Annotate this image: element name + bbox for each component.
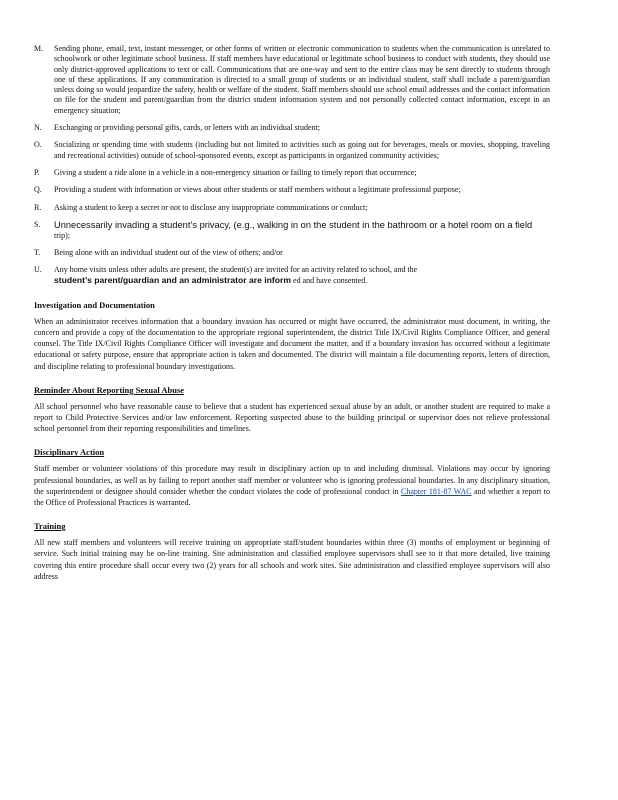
list-text: Asking a student to keep a secret or not to disclose any inappropriate communications or conduct; xyxy=(54,202,368,212)
section-paragraph-reminder: All school personnel who have reasonable cause to believe that a student has experienced sexual abuse by an adult, or another student are required to make a report to Child Protective Services and/or law enforcement. Reporting suspected abuse to the building principal or supervisor does not relieve professional school personnel from their reporting responsibilities and timelines. xyxy=(34,401,550,434)
list-text: Any home visits unless other adults are present, the student(s) are invited for an activity related to school, and the xyxy=(54,265,418,275)
list-text: Providing a student with information or views about other students or staff members without a legitimate professional purpose; xyxy=(54,185,461,195)
document-page xyxy=(34,44,550,582)
list-item-m xyxy=(34,44,550,116)
list-letter: N. xyxy=(34,123,42,133)
list-text: Giving a student a ride alone in a vehicle in a non-emergency situation or failing to timely report that occurrence; xyxy=(54,167,417,177)
list-item-u xyxy=(34,265,550,287)
list-item-o xyxy=(34,140,550,161)
list-letter: M. xyxy=(34,44,44,53)
list-text: Being alone with an individual student out of the view of others; and/or xyxy=(54,247,283,257)
list-text: Socializing or spending time with students (including but not limited to activities such as going out for beverages, meals or movies, shopping, traveling and recreational activities) outside of school-sponsored events, except as participants in organized community activities; xyxy=(54,140,550,160)
list-text-large: Unnecessarily invading a student’s privacy, (e.g., walking in on the student in the bathroom or a hotel room on a field xyxy=(54,219,533,230)
paragraph-text: Staff member or volunteer violations of this procedure may result in disciplinary action up to and including dismissal. Violations may occur by ignoring professional boundaries, as well as by failing to report another staff member or volunteer who is ignoring professional boundaries. In any disciplinary situation, the superintendent or designee should consider whether the conduct violates the code of professional conduct in xyxy=(34,464,550,496)
section-heading-disciplinary: Disciplinary Action xyxy=(34,447,105,458)
list-text: ed and have consented. xyxy=(293,276,368,286)
list-letter: R. xyxy=(34,202,42,212)
section-paragraph-training: All new staff members and volunteers will receive training on appropriate staff/student boundaries within three (3) months of employment or beginning of service. Such initial training may be on-line training. Site administration and classified employee supervisors shall see to it that more detailed, live training covering this entire procedure shall occur every two (2) years for all schools and work sites. Site administration and classified employee supervisors will also address xyxy=(34,538,550,581)
list-item-s xyxy=(34,220,550,241)
paragraph-text: and whether a report to the Office of Professional Practices is warranted. xyxy=(34,486,550,507)
list-item-q xyxy=(34,185,550,195)
list-letter: S. xyxy=(34,219,41,229)
list-letter: O. xyxy=(34,140,42,150)
list-letter: Q. xyxy=(34,185,42,195)
section-heading-reminder: Reminder About Reporting Sexual Abuse xyxy=(34,384,185,395)
list-text-large: student’s parent/guardian and an administrator are inform xyxy=(54,275,292,286)
list-letter: T. xyxy=(34,247,41,257)
list-item-n xyxy=(34,123,550,133)
list-item-r xyxy=(34,203,550,213)
list-item-t xyxy=(34,248,550,258)
list-text: Sending phone, email, text, instant messenger, or other forms of written or electronic communication to students when the communication is unrelated to schoolwork or other legitimate school business. If staff members have educational or legitimate school business to conduct with students, they should use only district-approved applications to text or call. Communications that are one-way and sent to the entire class may be sent directly to students through one of these applications. If any communication is directed to a small group of students or an individual student, staff shall include a parent/guardian unless doing so would jeopardize the safety, health or welfare of the student. Staff members should use school email addresses and the contact information on file for the student and parent/guardian from the district student information system and not personally collected contact information, except in an emergency situation; xyxy=(54,44,550,115)
section-paragraph-disciplinary xyxy=(34,463,550,508)
list-letter: P. xyxy=(34,167,40,177)
list-letter: U. xyxy=(34,265,42,275)
section-heading-training: Training xyxy=(34,521,66,532)
section-heading-investigation: Investigation and Documentation xyxy=(34,299,155,310)
list-text-continuation: trip); xyxy=(54,230,70,240)
list-item-p xyxy=(34,168,550,178)
section-paragraph-investigation: When an administrator receives information that a boundary invasion has occurred or might have occurred, the administrator must document, in writing, the concern and provide a copy of the documentation to the appropriate regional superintendent, the district Title IX/Civil Rights Compliance Officer, and general counsel. The Title IX/Civil Rights Compliance Officer will investigate and document the matter, and if a boundary invasion has occurred without a legitimate educational or safety purpose, ensure that appropriate action is taken and documented. The district will maintain a file documenting reports, letters of direction, and discipline relating to professional boundary investigations. xyxy=(34,316,550,371)
list-text: Exchanging or providing personal gifts, cards, or letters with an individual student; xyxy=(54,123,320,133)
wac-chapter-link[interactable]: Chapter 181-87 WAC xyxy=(401,486,472,496)
